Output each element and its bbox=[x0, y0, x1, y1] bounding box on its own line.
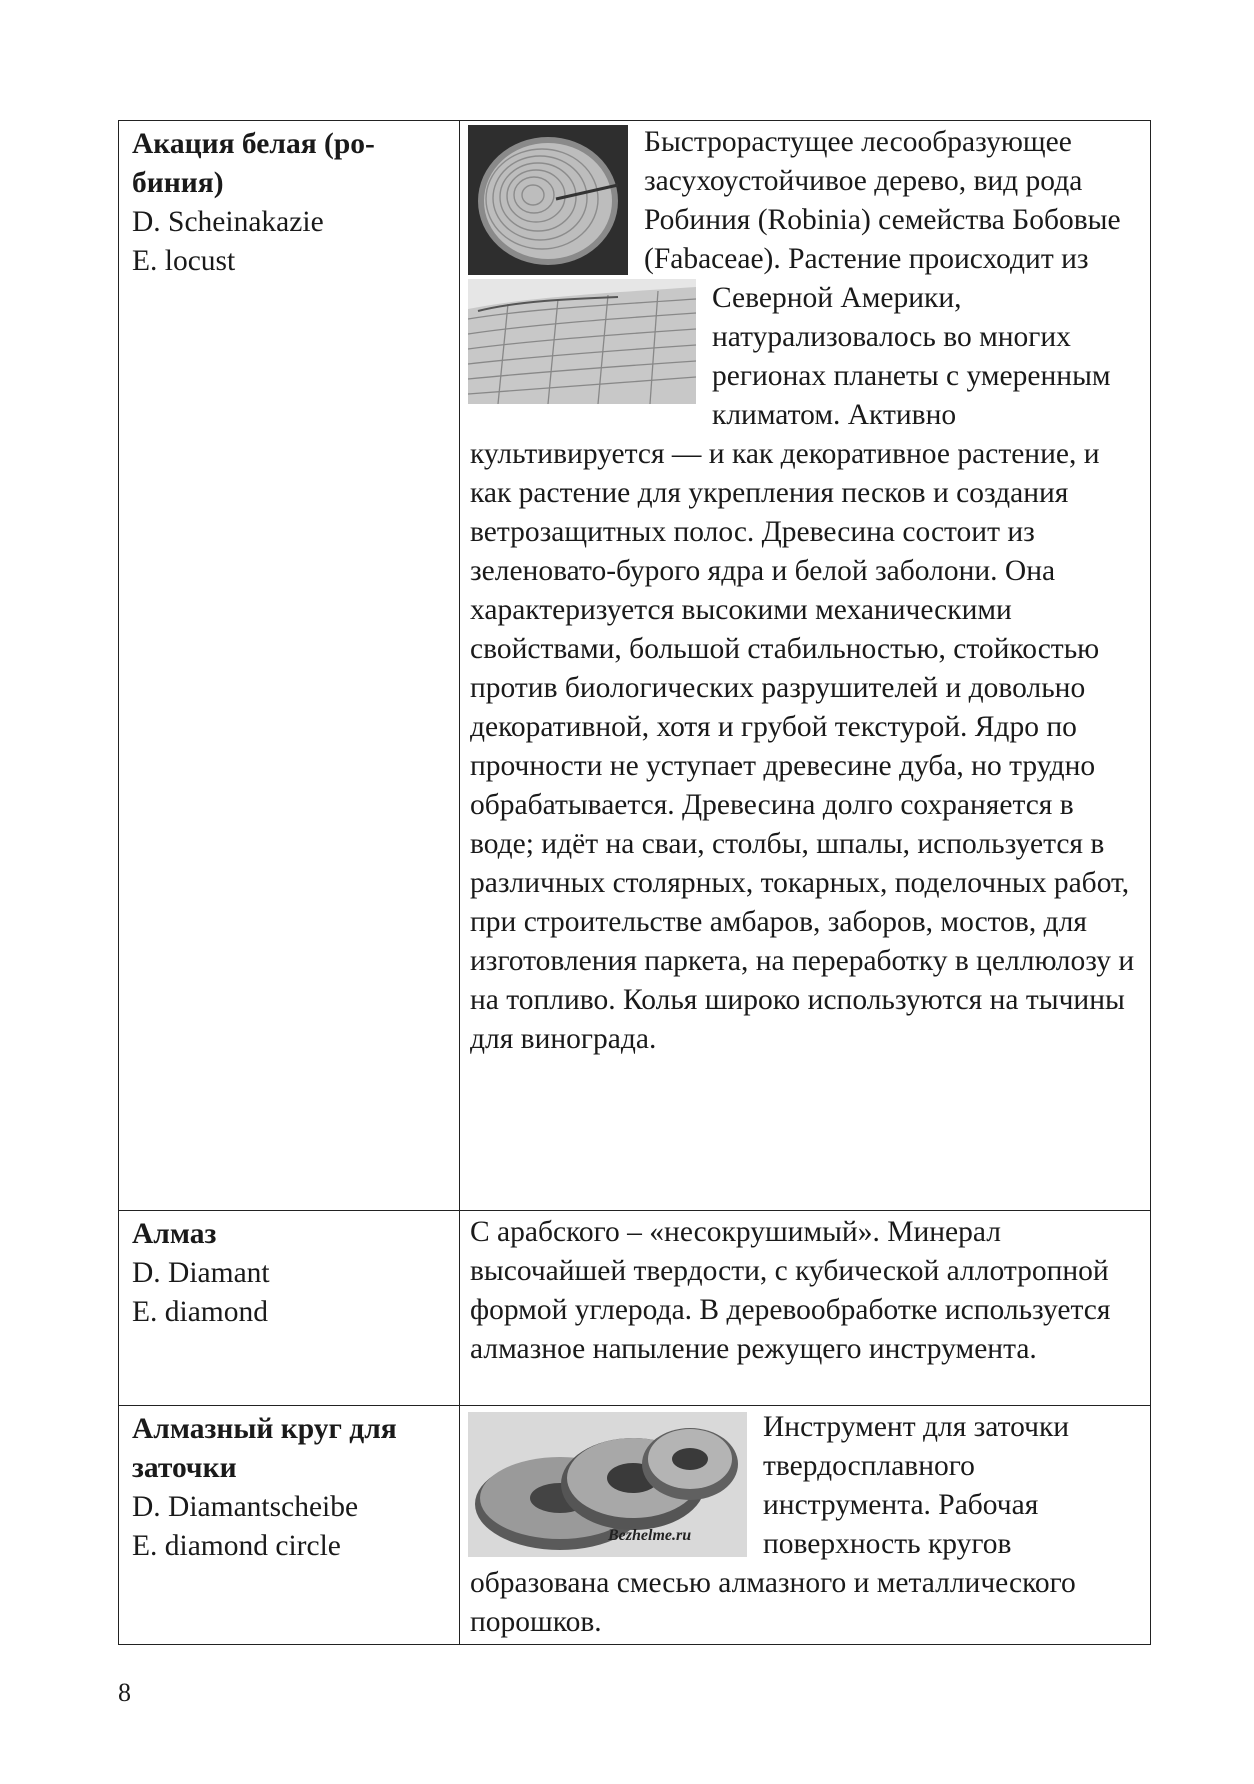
english-translation: E. diamond circle bbox=[132, 1530, 341, 1562]
description-cell bbox=[460, 1406, 1151, 1645]
glossary-table bbox=[118, 120, 1151, 1645]
term-cell bbox=[119, 121, 460, 1211]
table-row bbox=[119, 1211, 1151, 1406]
image-watermark: Bezhelme.ru bbox=[608, 1527, 692, 1544]
english-translation: E. locust bbox=[132, 245, 236, 277]
table-row bbox=[119, 1406, 1151, 1645]
term-title: Алмаз bbox=[132, 1218, 217, 1250]
wood-plank-image bbox=[468, 279, 696, 404]
english-translation: E. diamond bbox=[132, 1296, 269, 1328]
diamond-wheel-image bbox=[468, 1412, 747, 1557]
entry-description: С арабского – «несокрушимый». Минерал высочайшей твердости, с кубической аллотропной формой углерода. В деревообработке используется алмазное напыление режущего инструмента. bbox=[470, 1216, 1111, 1365]
term-title: Алмазный круг для заточки bbox=[132, 1413, 397, 1484]
description-cell bbox=[460, 121, 1151, 1211]
page-number: 8 bbox=[118, 1678, 131, 1707]
entry-description: Быстрорастущее лесообразующее засухоустойчивое дерево, вид рода Робиния (Robinia) семейства Бобовые (Fabaceae). Растение происходит из Северной Америки, натурализовалось во многих регионах планеты с умеренным климатом. Активно культивируется — и как декоративное растение, и как растение для укрепления песков и создания ветрозащитных полос. Древесина состоит из зеленовато-бурого ядра и белой заболони. Она характеризуется высокими механическими свойствами, большой стабильностью, стойкостью против биологических разрушителей и довольно декоративной, хотя и грубой текстурой. Ядро по прочности не уступает древесине дуба, но трудно обрабатывается. Древесина долго сохраняется в воде; идёт на сваи, столбы, шпалы, используется в различных столярных, токарных, поделочных работ, при строительстве амбаров, заборов, мостов, для изготовления паркета, на переработку в целлюлозу и на топливо. Колья широко используются на тычины для винограда. bbox=[470, 126, 1135, 1055]
term-cell bbox=[119, 1211, 460, 1406]
description-cell bbox=[460, 1211, 1151, 1406]
entry-description: Инструмент для заточки твердосплавного инструмента. Рабочая поверхность кругов образована смесью алмазного и металлического порошков. bbox=[470, 1411, 1076, 1638]
term-title: Акация белая (ро- биния) bbox=[132, 128, 375, 199]
german-translation: D. Diamant bbox=[132, 1257, 270, 1289]
german-translation: D. Diamantscheibe bbox=[132, 1491, 359, 1523]
wood-cross-section-image bbox=[468, 125, 628, 275]
german-translation: D. Scheinakazie bbox=[132, 206, 324, 238]
term-cell bbox=[119, 1406, 460, 1645]
table-row bbox=[119, 121, 1151, 1211]
